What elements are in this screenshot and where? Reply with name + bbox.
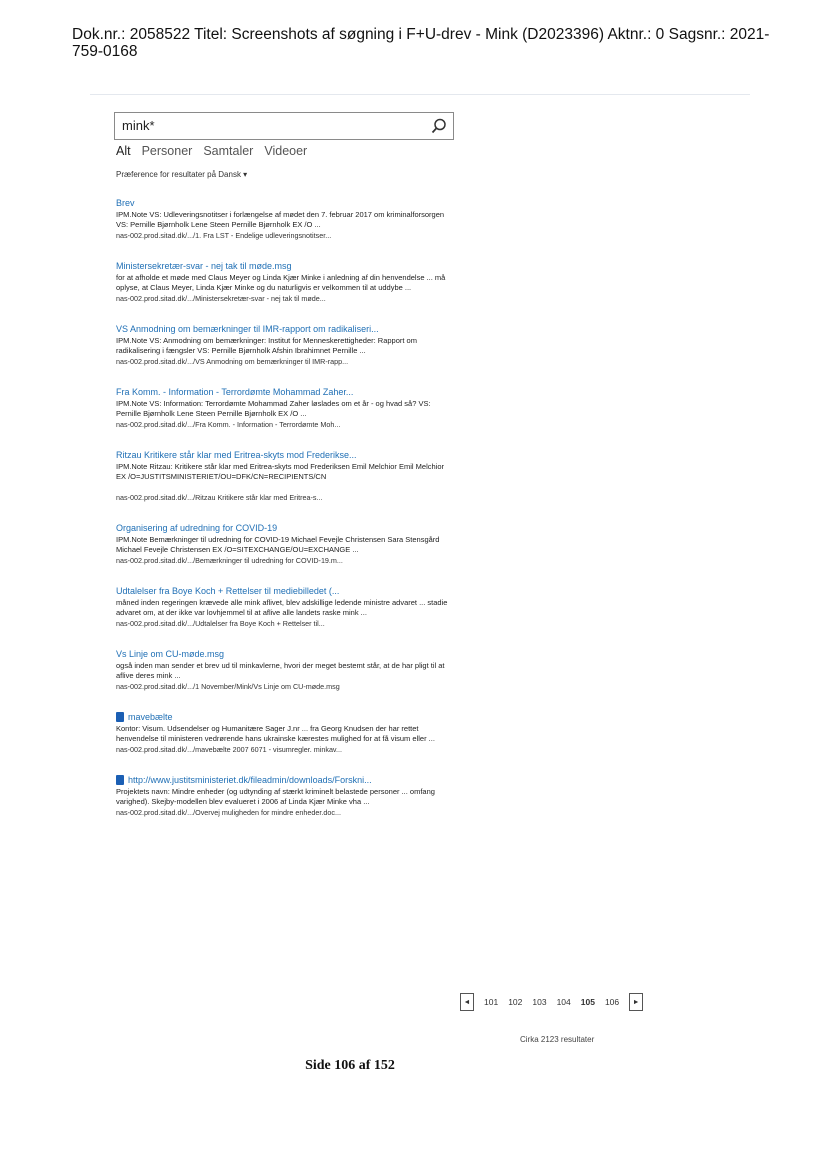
result-path: nas-002.prod.sitad.dk/.../Udtalelser fra Boye Koch + Rettelser til... (116, 619, 325, 628)
result-path: nas-002.prod.sitad.dk/.../Overvej muligheden for mindre enheder.doc... (116, 808, 341, 817)
result-snippet: IPM.Note VS: Anmodning om bemærkninger: Institut for Menneskerettigheder: Rapport om radikalisering i fængsler VS: Pernille Bjørnholk Afshin Ibrahimnet Pernille ... (116, 336, 417, 355)
result-path: nas-002.prod.sitad.dk/.../Ritzau Kritikere står klar med Eritrea-s... (116, 493, 323, 502)
result-snippet: IPM.Note VS: Information: Terrordømte Mohammad Zaher løslades om et år - og hvad så? VS: Pernille Bjørnholk Lene Steen Pernille Bjørnholk EX /O ... (116, 399, 431, 418)
result-title[interactable]: mavebælte (128, 712, 173, 722)
result-path: nas-002.prod.sitad.dk/.../Bemærkninger til udredning for COVID-19.m... (116, 556, 343, 565)
page-number-footer: Side 106 af 152 (305, 1058, 395, 1073)
result-title[interactable]: http://www.justitsministeriet.dk/fileadmin/downloads/Forskni... (128, 775, 372, 785)
result-path: nas-002.prod.sitad.dk/.../mavebælte 2007 6071 - visumregler. minkav... (116, 745, 342, 754)
result-title[interactable]: Vs Linje om CU-møde.msg (116, 649, 225, 659)
search-icon[interactable] (430, 117, 448, 135)
page-link[interactable]: 101 (484, 997, 499, 1007)
search-tabs (116, 144, 307, 158)
tab-alt[interactable]: Alt (116, 144, 131, 158)
language-preference[interactable]: Præference for resultater på Dansk ▾ (116, 170, 248, 179)
page-link[interactable]: 102 (508, 997, 523, 1007)
result-item (116, 712, 456, 755)
search-input[interactable] (114, 112, 454, 140)
result-path: nas-002.prod.sitad.dk/.../Ministersekretær-svar - nej tak til møde... (116, 294, 326, 303)
result-snippet: Projektets navn: Mindre enheder (og udtynding af stærkt kriminelt belastede personer ... omfang varighed). Skejby-modellen blev evalueret i 2006 af Linda Kjær Minke vha ... (116, 787, 435, 806)
next-page-button[interactable]: ► (629, 993, 643, 1011)
result-count: Cirka 2123 resultater (520, 1035, 595, 1044)
result-title[interactable]: VS Anmodning om bemærkninger til IMR-rapport om radikaliseri... (116, 324, 379, 334)
results-list (116, 198, 456, 838)
result-path: nas-002.prod.sitad.dk/.../Fra Komm. - Information - Terrordømte Moh... (116, 420, 341, 429)
result-title[interactable]: Udtalelser fra Boye Koch + Rettelser til mediebilledet (... (116, 586, 340, 596)
result-path: nas-002.prod.sitad.dk/.../VS Anmodning om bemærkninger til IMR-rapp... (116, 357, 349, 366)
current-page: 105 (580, 997, 595, 1007)
result-item (116, 450, 456, 503)
result-snippet: IPM.Note VS: Udleveringsnotitser i forlængelse af mødet den 7. februar 2017 om kriminalforsorgen VS: Pernille Bjørnholk Lene Steen Pernille Bjørnholk EX /O ... (116, 210, 445, 229)
tab-videoer[interactable]: Videoer (264, 144, 308, 158)
result-snippet: IPM.Note Ritzau: Kritikere står klar med Eritrea-skyts mod Frederiksen Emil Melchior Emil Melchior EX /O=JUSTITSMINISTERIET/OU=DFK/CN=RECIPIENTS/CN (116, 462, 444, 481)
page-link[interactable]: 103 (532, 997, 547, 1007)
result-path: nas-002.prod.sitad.dk/.../1. Fra LST - Endelige udleveringsnotitser... (116, 231, 332, 240)
prev-page-button[interactable]: ◄ (460, 993, 474, 1011)
search-query: mink* (122, 118, 155, 133)
result-snippet: måned inden regeringen krævede alle mink aflivet, blev adskillige ledende ministre advaret ... stadie advaret om, at der ikke var lovhjemmel til at aflive alle landets raske mink ... (116, 598, 448, 617)
result-item (116, 523, 456, 566)
word-doc-icon (116, 775, 124, 785)
result-item (116, 649, 456, 692)
tab-samtaler[interactable]: Samtaler (203, 144, 254, 158)
result-item (116, 198, 456, 241)
result-title[interactable]: Ritzau Kritikere står klar med Eritrea-skyts mod Frederikse... (116, 450, 357, 460)
result-title[interactable]: Fra Komm. - Information - Terrordømte Mohammad Zaher... (116, 387, 354, 397)
scan-divider (90, 94, 750, 95)
result-title[interactable]: Organisering af udredning for COVID-19 (116, 523, 278, 533)
result-item (116, 775, 456, 818)
result-path: nas-002.prod.sitad.dk/.../1 November/Mink/Vs Linje om CU-møde.msg (116, 682, 340, 691)
document-header: Dok.nr.: 2058522 Titel: Screenshots af søgning i F+U-drev - Mink (D2023396) Aktnr.: 0 Sagsnr.: 2021-759-0168 (72, 26, 770, 60)
page-link[interactable]: 106 (604, 997, 620, 1007)
page-link[interactable]: 104 (556, 997, 571, 1007)
result-snippet: for at afholde et møde med Claus Meyer og Linda Kjær Minke i anledning af din henvendelse ... må oplyse, at Claus Meyer, Linda Kjær Minke og du naturligvis er velkommen til at uddybe ... (116, 273, 446, 292)
result-title[interactable]: Ministersekretær-svar - nej tak til møde.msg (116, 261, 292, 271)
result-snippet: også inden man sender et brev ud til minkavlerne, hvori der meget bestemt står, at de har pligt til at aflive deres mink ... (116, 661, 445, 680)
word-doc-icon (116, 712, 124, 722)
result-item (116, 261, 456, 304)
result-snippet: Kontor: Visum. Udsendelser og Humanitære Sager J.nr ... fra Georg Knudsen der har rettet henvendelse til ministeren vedrørende hans ukrainske kærestes mulighed for at få visum eller ... (116, 724, 435, 743)
result-item (116, 387, 456, 430)
result-item (116, 586, 456, 629)
result-snippet: IPM.Note Bemærkninger til udredning for COVID-19 Michael Fevejle Christensen Sara Stensgård Michael Fevejle Christensen EX /O=SITEXCHANGE/OU=EXCHANGE ... (116, 535, 440, 554)
tab-personer[interactable]: Personer (141, 144, 193, 158)
result-title[interactable]: Brev (116, 198, 135, 208)
pagination (460, 993, 643, 1011)
result-item (116, 324, 456, 367)
